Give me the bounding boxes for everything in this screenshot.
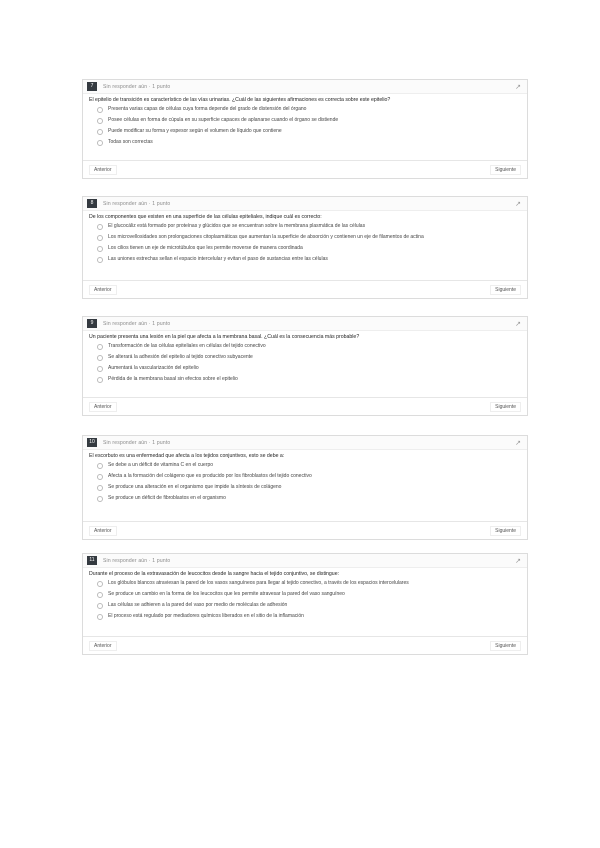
- next-button[interactable]: Siguiente: [490, 165, 521, 175]
- radio-icon[interactable]: [97, 485, 103, 491]
- question-body: [83, 331, 527, 383]
- question-footer: [83, 280, 527, 298]
- answer-option[interactable]: [97, 613, 521, 620]
- answer-option[interactable]: [97, 354, 521, 361]
- question-number: 9: [87, 319, 97, 328]
- question-header: [83, 197, 527, 211]
- question-body: [83, 211, 527, 263]
- question-card: [82, 79, 528, 179]
- answer-option[interactable]: [97, 234, 521, 241]
- question-footer: [83, 521, 527, 539]
- radio-icon[interactable]: [97, 118, 103, 124]
- question-number: 10: [87, 438, 97, 447]
- question-text: Un paciente presenta una lesión en la piel que afecta a la membrana basal. ¿Cuál es la consecuencia más probable?: [89, 334, 360, 340]
- question-text: Durante el proceso de la extravasación de leucocitos desde la sangre hacia el tejido conjuntivo, se distingue:: [89, 571, 340, 577]
- answer-options: [89, 580, 521, 620]
- answer-option-label: Posee células en forma de cúpula en su superficie capaces de aplanarse cuando el órgano se distiende: [108, 117, 339, 123]
- answer-option[interactable]: [97, 343, 521, 350]
- answer-options: [89, 462, 521, 502]
- answer-option[interactable]: [97, 223, 521, 230]
- radio-icon[interactable]: [97, 463, 103, 469]
- question-meta: Sin responder aún · 1 punto: [103, 83, 171, 90]
- question-card: [82, 316, 528, 416]
- question-card: [82, 196, 528, 299]
- answer-option[interactable]: [97, 473, 521, 480]
- answer-options: [89, 223, 521, 263]
- question-text: El epitelio de transición es característico de las vías urinarias. ¿Cuál de las siguientes afirmaciones es correcta sobre este epitelio?: [89, 97, 391, 103]
- question-card: [82, 435, 528, 540]
- question-card: [82, 553, 528, 655]
- answer-option-label: Se produce una alteración en el organismo que impide la síntesis de colágeno: [108, 484, 282, 490]
- answer-option[interactable]: [97, 580, 521, 587]
- answer-option[interactable]: [97, 365, 521, 372]
- radio-icon[interactable]: [97, 581, 103, 587]
- question-meta: Sin responder aún · 1 punto: [103, 439, 171, 446]
- answer-option-label: Aumentará la vascularización del epitelio: [108, 365, 199, 371]
- pin-icon[interactable]: ↗: [515, 439, 521, 447]
- answer-option-label: Las uniones estrechas sellan el espacio intercelular y evitan el paso de sustancias entre las células: [108, 256, 328, 262]
- previous-button[interactable]: Anterior: [89, 641, 117, 651]
- answer-option[interactable]: [97, 376, 521, 383]
- radio-icon[interactable]: [97, 603, 103, 609]
- answer-option-label: Presenta varias capas de células cuya forma depende del grado de distensión del órgano: [108, 106, 307, 112]
- radio-icon[interactable]: [97, 366, 103, 372]
- previous-button[interactable]: Anterior: [89, 165, 117, 175]
- answer-option-label: El proceso está regulado por mediadores químicos liberados en el sitio de la inflamación: [108, 613, 304, 619]
- radio-icon[interactable]: [97, 614, 103, 620]
- radio-icon[interactable]: [97, 344, 103, 350]
- answer-option[interactable]: [97, 245, 521, 252]
- answer-option-label: Se produce un déficit de fibroblastos en el organismo: [108, 495, 226, 501]
- radio-icon[interactable]: [97, 235, 103, 241]
- question-header: [83, 554, 527, 568]
- answer-option-label: Se debe a un déficit de vitamina C en el cuerpo: [108, 462, 214, 468]
- previous-button[interactable]: Anterior: [89, 402, 117, 412]
- next-button[interactable]: Siguiente: [490, 402, 521, 412]
- answer-option-label: Los glóbulos blancos atraviesan la pared de los vasos sanguíneos para llegar al tejido conectivo, a través de los espacios intercelulares: [108, 580, 409, 586]
- radio-icon[interactable]: [97, 140, 103, 146]
- pin-icon[interactable]: ↗: [515, 557, 521, 565]
- answer-option[interactable]: [97, 484, 521, 491]
- question-text: El escorbuto es una enfermedad que afecta a los tejidos conjuntivos, esto se debe a:: [89, 453, 285, 459]
- answer-option-label: Pérdida de la membrana basal sin efectos sobre el epitelio: [108, 376, 238, 382]
- question-header: [83, 436, 527, 450]
- previous-button[interactable]: Anterior: [89, 526, 117, 536]
- question-footer: [83, 160, 527, 178]
- question-meta: Sin responder aún · 1 punto: [103, 200, 171, 207]
- question-footer: [83, 636, 527, 654]
- answer-option-label: Los microvellosidades son prolongaciones citoplasmáticas que aumentan la superficie de absorción y contienen un eje de filamentos de actina: [108, 234, 424, 240]
- radio-icon[interactable]: [97, 474, 103, 480]
- answer-option-label: Se produce un cambio en la forma de los leucocitos que les permite atravesar la pared del vaso sanguíneo: [108, 591, 345, 597]
- answer-options: [89, 106, 521, 146]
- previous-button[interactable]: Anterior: [89, 285, 117, 295]
- radio-icon[interactable]: [97, 107, 103, 113]
- next-button[interactable]: Siguiente: [490, 285, 521, 295]
- question-body: [83, 94, 527, 146]
- answer-option[interactable]: [97, 106, 521, 113]
- radio-icon[interactable]: [97, 355, 103, 361]
- radio-icon[interactable]: [97, 246, 103, 252]
- answer-option[interactable]: [97, 495, 521, 502]
- question-text: De los componentes que existen en una superficie de las células epiteliales, indique cuál es correcto:: [89, 214, 322, 220]
- answer-option[interactable]: [97, 117, 521, 124]
- answer-option[interactable]: [97, 591, 521, 598]
- answer-option[interactable]: [97, 139, 521, 146]
- question-number: 11: [87, 556, 97, 565]
- answer-option-label: Transformación de las células epiteliales en células del tejido conectivo: [108, 343, 266, 349]
- question-number: 8: [87, 199, 97, 208]
- radio-icon[interactable]: [97, 224, 103, 230]
- question-body: [83, 450, 527, 502]
- answer-option-label: Se alterará la adhesión del epitelio al tejido conectivo subyacente: [108, 354, 253, 360]
- radio-icon[interactable]: [97, 592, 103, 598]
- answer-options: [89, 343, 521, 383]
- answer-option-label: Las células se adhieren a la pared del vaso por medio de moléculas de adhesión: [108, 602, 288, 608]
- answer-option[interactable]: [97, 602, 521, 609]
- question-header: [83, 80, 527, 94]
- answer-option[interactable]: [97, 462, 521, 469]
- answer-option[interactable]: [97, 128, 521, 135]
- answer-option[interactable]: [97, 256, 521, 263]
- radio-icon[interactable]: [97, 377, 103, 383]
- radio-icon[interactable]: [97, 129, 103, 135]
- radio-icon[interactable]: [97, 496, 103, 502]
- answer-option-label: Los cilios tienen un eje de microtúbulos que les permite moverse de manera coordinada: [108, 245, 303, 251]
- question-header: [83, 317, 527, 331]
- question-number: 7: [87, 82, 97, 91]
- answer-option-label: Puede modificar su forma y espesor según el volumen de líquido que contiene: [108, 128, 282, 134]
- pin-icon[interactable]: ↗: [515, 320, 521, 328]
- question-meta: Sin responder aún · 1 punto: [103, 320, 171, 327]
- question-footer: [83, 397, 527, 415]
- answer-option-label: El glucocáliz está formado por proteínas y glúcidos que se encuentran sobre la membrana plasmática de las células: [108, 223, 366, 229]
- next-button[interactable]: Siguiente: [490, 526, 521, 536]
- pin-icon[interactable]: ↗: [515, 200, 521, 208]
- question-meta: Sin responder aún · 1 punto: [103, 557, 171, 564]
- pin-icon[interactable]: ↗: [515, 83, 521, 91]
- answer-option-label: Todas son correctas: [108, 139, 153, 145]
- answer-option-label: Afecta a la formación del colágeno que es producido por los fibroblastos del tejido conectivo: [108, 473, 312, 479]
- question-body: [83, 568, 527, 620]
- radio-icon[interactable]: [97, 257, 103, 263]
- next-button[interactable]: Siguiente: [490, 641, 521, 651]
